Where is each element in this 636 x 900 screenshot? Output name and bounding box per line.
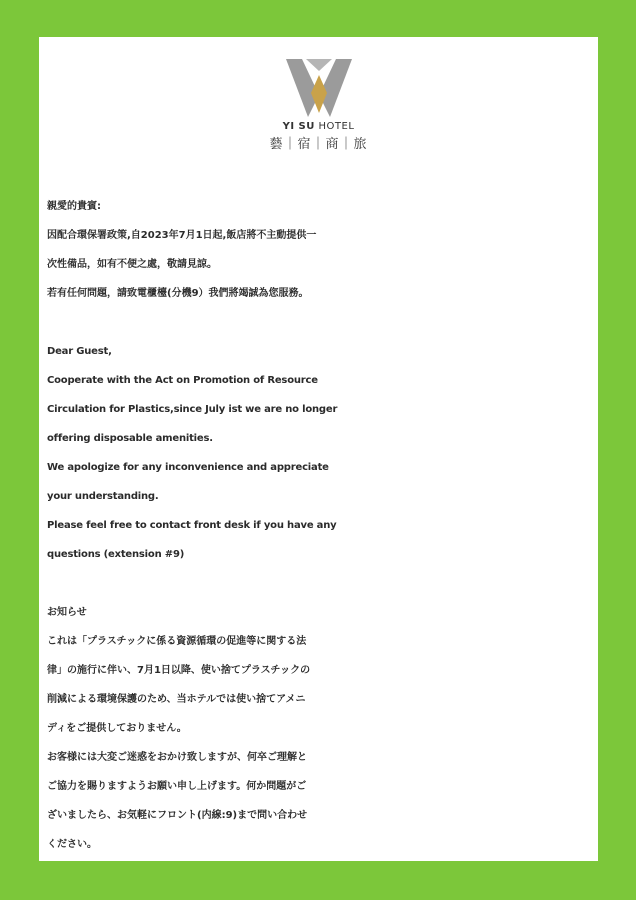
hotel-name-en: YI SU HOTEL	[282, 121, 355, 132]
spacer	[47, 569, 599, 598]
notice-line: 律」の施行に伴い、7月1日以降、使い捨てプラスチックの	[47, 665, 311, 676]
notice-line: 次性備品，如有不便之處，敬請見諒。	[47, 259, 217, 270]
notice-line: questions (extension #9)	[47, 549, 185, 560]
spacer	[47, 308, 599, 337]
hotel-logo	[39, 57, 598, 152]
yi-su-hotel-logo-icon	[284, 57, 354, 119]
notice-line: Circulation for Plastics,since July ist we are no longer	[47, 404, 338, 415]
notice-line: お知らせ	[47, 607, 87, 618]
notice-line: これは「プラスチックに係る資源循環の促進等に関する法	[47, 636, 307, 647]
notice-japanese	[47, 598, 599, 859]
notice-line: お客様には大変ご迷惑をおかけ致しますが、何卒ご理解と	[47, 752, 307, 763]
notice-line: 若有任何問題，請致電櫃檯(分機9）我們將竭誠為您服務。	[47, 288, 309, 299]
notice-line: offering disposable amenities.	[47, 433, 213, 444]
hotel-name-zh: 藝｜宿｜商｜旅	[269, 137, 368, 152]
notice-line: your understanding.	[47, 491, 159, 502]
notice-line: ご協力を賜りますようお願い申し上げます。何か問題がご	[47, 781, 307, 792]
notice-line: Cooperate with the Act on Promotion of Resource	[47, 375, 318, 386]
notice-line: Please feel free to contact front desk if you have any	[47, 520, 337, 531]
notice-line: 因配合環保署政策,自2023年7月1日起,飯店將不主動提供一	[47, 230, 317, 241]
notice-line: ざいましたら、お気軽にフロント(内線:9)まで問い合わせ	[47, 810, 308, 821]
notice-line: ください。	[47, 839, 97, 850]
notice-chinese	[47, 192, 599, 308]
notice-line: 親愛的貴賓:	[47, 201, 101, 212]
notice-line: Dear Guest,	[47, 346, 112, 357]
notice-line: ディをご提供しておりません。	[47, 723, 187, 734]
notice-english	[47, 337, 599, 569]
notice-card	[39, 37, 598, 861]
notice-text	[47, 192, 599, 859]
notice-line: 削減による環境保護のため、当ホテルでは使い捨てアメニ	[47, 694, 306, 705]
notice-line: We apologize for any inconvenience and appreciate	[47, 462, 329, 473]
